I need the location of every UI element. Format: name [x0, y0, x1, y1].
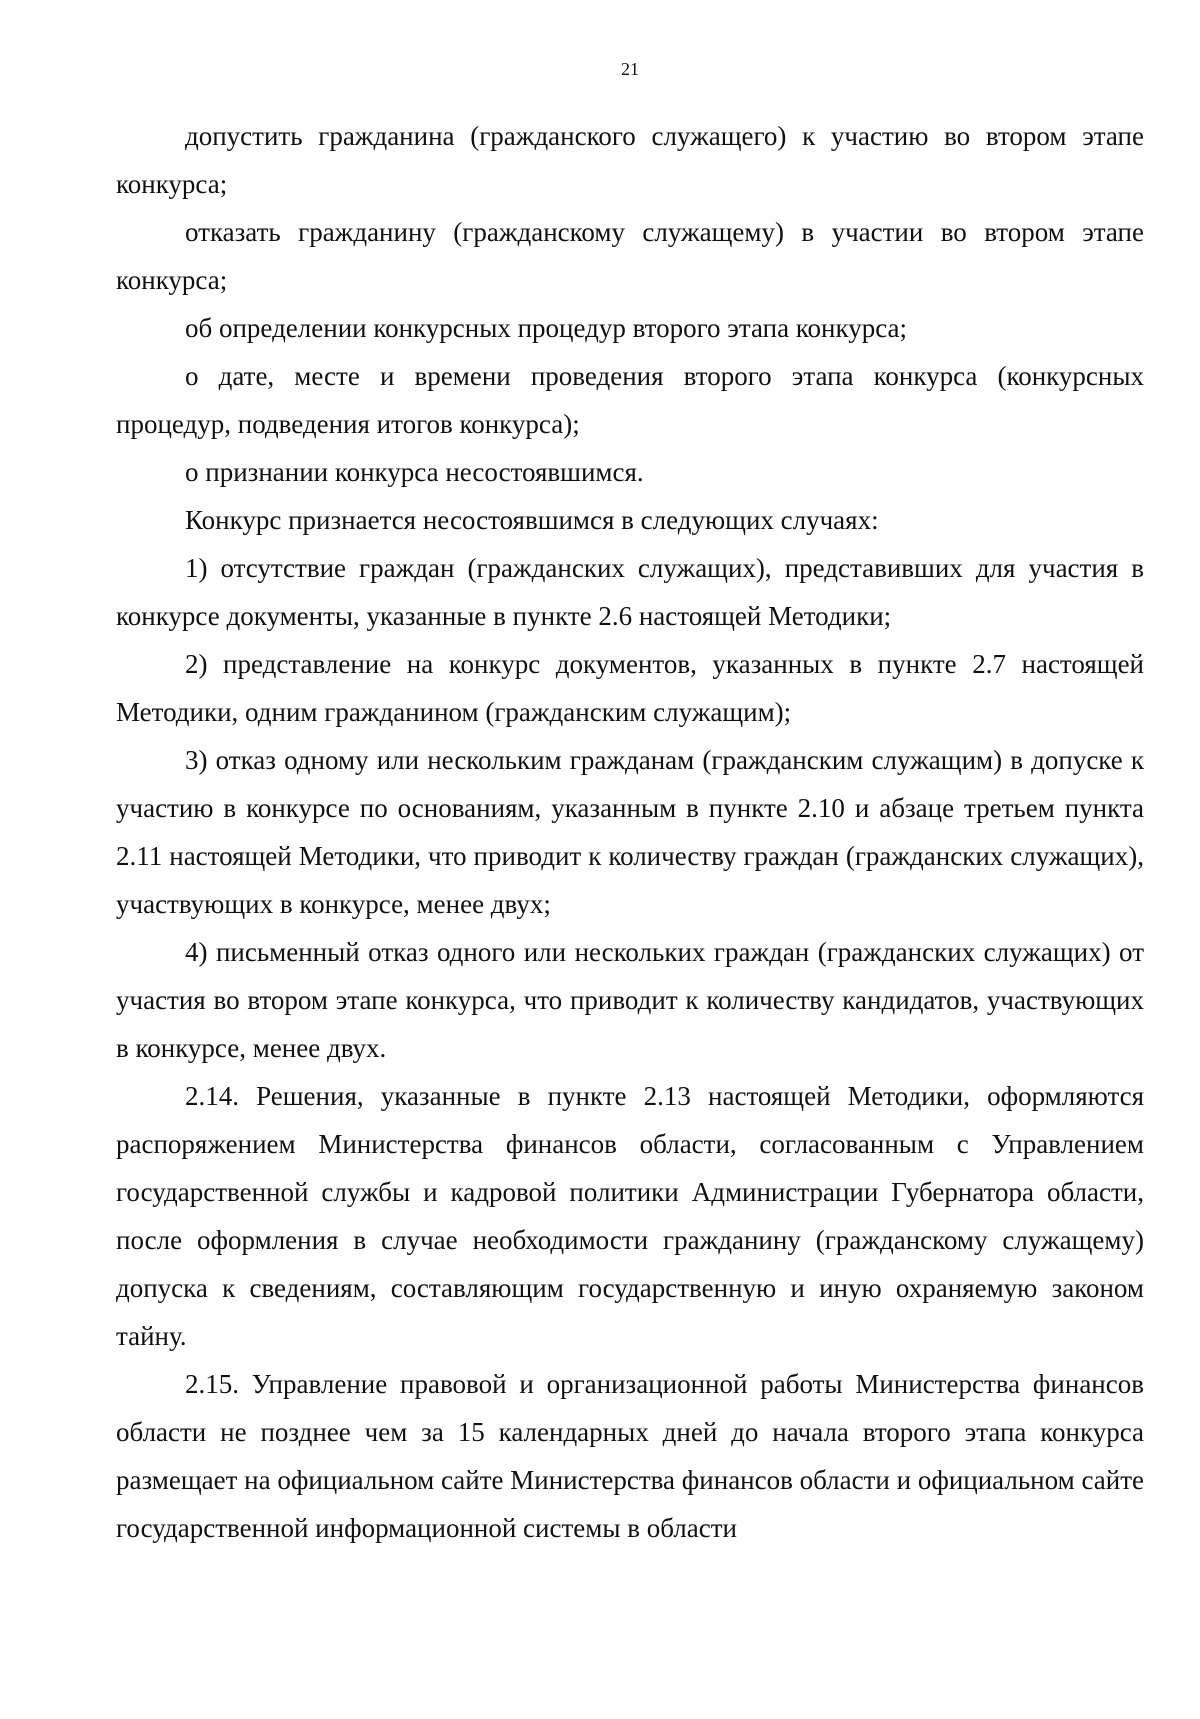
paragraph-2-15: 2.15. Управление правовой и организационной работы Министерства финансов области не позднее чем за 15 календарных дней до начала второго этапа конкурса размещает на официальном сайте Министерства финансов области и официальном сайте государственной информационной системы в области — [116, 1369, 1144, 1543]
paragraph-case-3: 3) отказ одному или нескольким гражданам (гражданским служащим) в допуске к участию в конкурсе по основаниям, указанным в пункте 2.10 и абзаце третьем пункта 2.11 настоящей Методики, что приводит к количеству граждан (гражданских служащих), участвующих в конкурсе, менее двух; — [116, 745, 1144, 919]
paragraph-case-1: 1) отсутствие граждан (гражданских служащих), представивших для участия в конкурсе документы, указанные в пункте 2.6 настоящей Методики; — [116, 553, 1144, 631]
paragraph-procedures: об определении конкурсных процедур второго этапа конкурса; — [185, 313, 908, 343]
paragraph-failed-recognition: о признании конкурса несостоявшимся. — [185, 457, 644, 487]
paragraph-refuse: отказать гражданину (гражданскому служащему) в участии во втором этапе конкурса; — [116, 217, 1144, 295]
paragraph-case-4: 4) письменный отказ одного или нескольких граждан (гражданских служащих) от участия во втором этапе конкурса, что приводит к количеству кандидатов, участвующих в конкурсе, менее двух. — [116, 937, 1144, 1063]
paragraph-case-2: 2) представление на конкурс документов, указанных в пункте 2.7 настоящей Методики, одним гражданином (гражданским служащим); — [116, 649, 1144, 727]
document-body — [116, 112, 1144, 1552]
paragraph-date-place: о дате, месте и времени проведения второго этапа конкурса (конкурсных процедур, подведения итогов конкурса); — [116, 361, 1144, 439]
paragraph-failed-cases-intro: Конкурс признается несостоявшимся в следующих случаях: — [185, 505, 879, 535]
paragraph-admit: допустить гражданина (гражданского служащего) к участию во втором этапе конкурса; — [116, 121, 1144, 199]
page-number: 21 — [621, 59, 639, 79]
paragraph-2-14: 2.14. Решения, указанные в пункте 2.13 настоящей Методики, оформляются распоряжением Министерства финансов области, согласованным с Управлением государственной службы и кадровой политики Администрации Губернатора области, после оформления в случае необходимости гражданину (гражданскому служащему) допуска к сведениям, составляющим государственную и иную охраняемую законом тайну. — [116, 1081, 1144, 1351]
